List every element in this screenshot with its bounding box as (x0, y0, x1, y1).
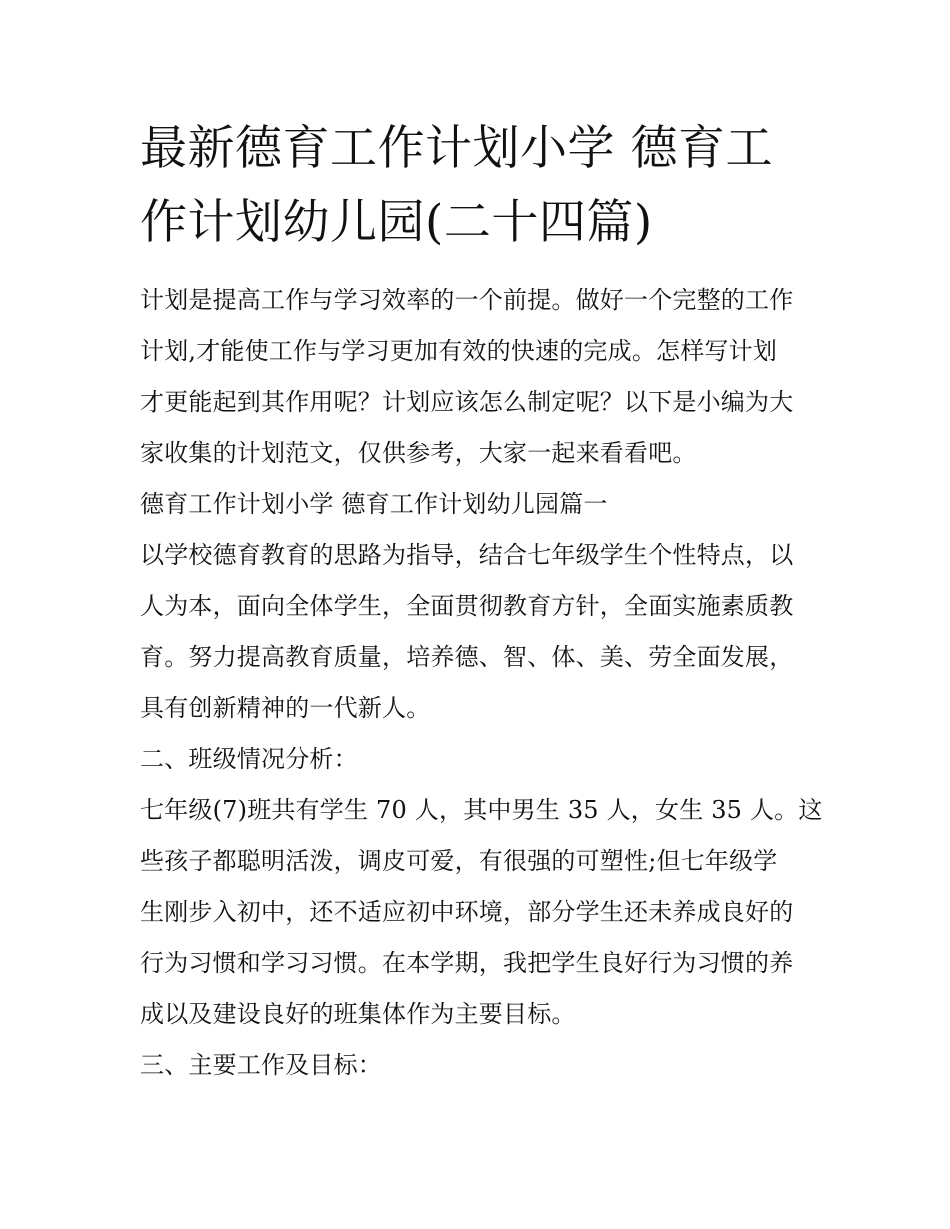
guiding-line-4: 具有创新精神的一代新人。 (140, 694, 431, 722)
class-analysis-line-2: 些孩子都聪明活泼，调皮可爱，有很强的可塑性;但七年级学 (140, 847, 778, 875)
title-line-1: 最新德育工作计划小学 德育工 (140, 121, 773, 176)
class-analysis-line-5: 成以及建设良好的班集体作为主要目标。 (140, 1000, 576, 1028)
guiding-line-2: 人为本，面向全体学生，全面贯彻教育方针，全面实施素质教 (140, 592, 794, 620)
section-heading-part-one: 德育工作计划小学 德育工作计划幼儿园篇一 (140, 490, 608, 518)
intro-line-3: 才更能起到其作用呢？计划应该怎么制定呢？以下是小编为大 (140, 388, 794, 416)
class-analysis-line-1: 七年级(7)班共有学生 70 人，其中男生 35 人，女生 35 人。这 (140, 796, 823, 824)
intro-line-2: 计划,才能使工作与学习更加有效的快速的完成。怎样写计划 (140, 337, 778, 365)
guiding-line-3: 育。努力提高教育质量，培养德、智、体、美、劳全面发展， (140, 643, 794, 671)
class-analysis-line-3: 生刚步入初中，还不适应初中环境，部分学生还未养成良好的 (140, 898, 794, 926)
class-analysis-line-4: 行为习惯和学习习惯。在本学期，我把学生良好行为习惯的养 (140, 949, 794, 977)
intro-line-1: 计划是提高工作与学习效率的一个前提。做好一个完整的工作 (140, 286, 794, 314)
document-title (140, 112, 830, 260)
intro-line-4: 家收集的计划范文，仅供参考，大家一起来看看吧。 (140, 439, 697, 467)
title-line-2: 作计划幼儿园(二十四篇) (140, 195, 653, 250)
guiding-line-1: 以学校德育教育的思路为指导，结合七年级学生个性特点，以 (140, 541, 794, 569)
section-heading-main-work: 三、主要工作及目标： (140, 1051, 382, 1079)
section-heading-class-analysis: 二、班级情况分析： (140, 745, 358, 773)
